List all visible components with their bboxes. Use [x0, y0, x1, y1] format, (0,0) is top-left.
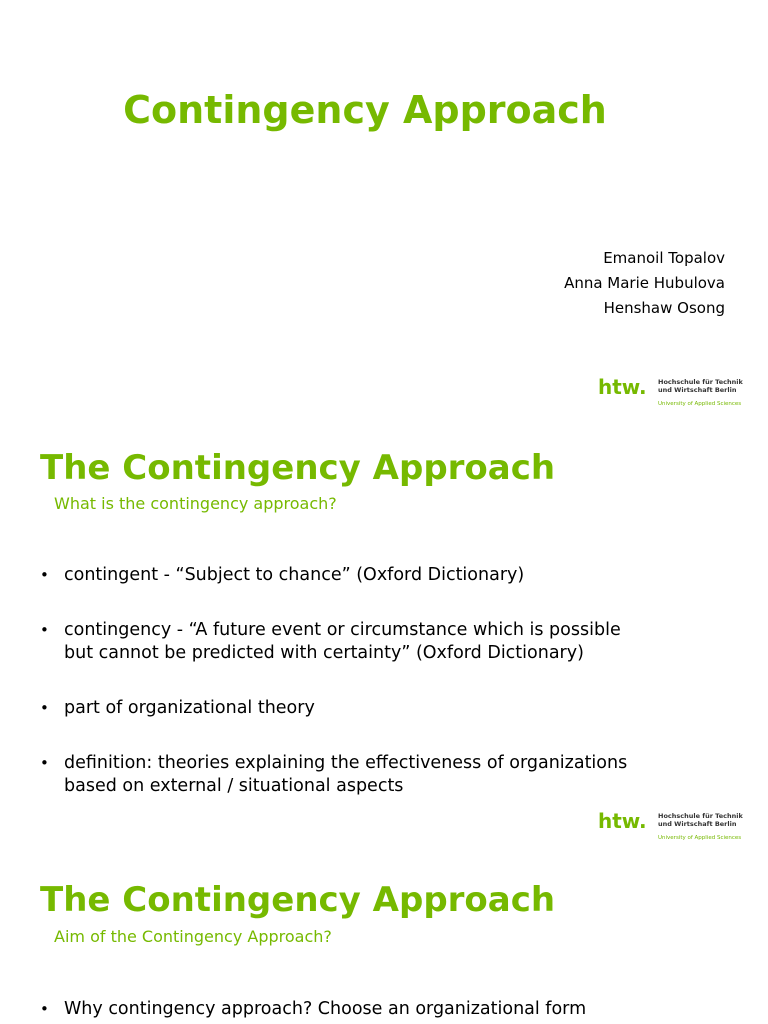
author-name: Anna Marie Hubulova: [564, 274, 725, 292]
bullet-list: [38, 564, 718, 798]
svg-text:htw.: htw.: [598, 810, 647, 832]
logo-text: Hochschule für Technik: [658, 378, 743, 386]
htw-logo-mark-icon: [598, 810, 650, 832]
author-name: Henshaw Osong: [603, 299, 725, 317]
bullet-text: definition: theories explaining the effectiveness of organizations: [64, 753, 628, 773]
bullet-item: [38, 752, 718, 798]
bullet-dot-icon: •: [40, 754, 49, 772]
logo-text: und Wirtschaft Berlin: [658, 386, 737, 394]
htw-logo: [598, 808, 743, 842]
slide-title: The Contingency Approach: [40, 880, 556, 920]
bullet-text: but cannot be predicted with certainty” (Oxford Dictionary): [64, 643, 584, 663]
slide-title: The Contingency Approach: [40, 448, 556, 488]
slide-subtitle: Aim of the Contingency Approach?: [54, 927, 332, 946]
svg-text:htw.: htw.: [598, 376, 647, 398]
bullet-text: contingency - “A future event or circumstance which is possible: [64, 620, 621, 640]
bullet-text: contingent - “Subject to chance” (Oxford Dictionary): [64, 565, 525, 585]
content-slide: [0, 432, 768, 864]
bullet-dot-icon: •: [40, 1000, 49, 1018]
bullet-text: Why contingency approach? Choose an organizational form: [64, 999, 587, 1019]
bullet-list: [38, 998, 718, 1021]
presentation-title: Contingency Approach: [123, 88, 607, 132]
content-slide: [0, 864, 768, 1024]
logo-text: und Wirtschaft Berlin: [658, 820, 737, 828]
bullet-item: [38, 619, 718, 665]
htw-logo-mark-icon: [598, 376, 650, 398]
bullet-dot-icon: •: [40, 621, 49, 639]
bullet-text: based on external / situational aspects: [64, 776, 404, 796]
slide-subtitle: What is the contingency approach?: [54, 494, 337, 513]
logo-tagline: University of Applied Sciences: [658, 401, 742, 407]
bullet-item: [38, 697, 718, 720]
bullet-item: [38, 564, 718, 587]
bullet-dot-icon: •: [40, 699, 49, 717]
author-name: Emanoil Topalov: [603, 249, 725, 267]
bullet-text: part of organizational theory: [64, 698, 315, 718]
htw-logo: [598, 374, 743, 408]
bullet-dot-icon: •: [40, 566, 49, 584]
logo-text: Hochschule für Technik: [658, 812, 743, 820]
author-list: [564, 246, 725, 321]
bullet-item: [38, 998, 718, 1021]
logo-tagline: University of Applied Sciences: [658, 835, 742, 841]
title-slide: [0, 0, 768, 432]
